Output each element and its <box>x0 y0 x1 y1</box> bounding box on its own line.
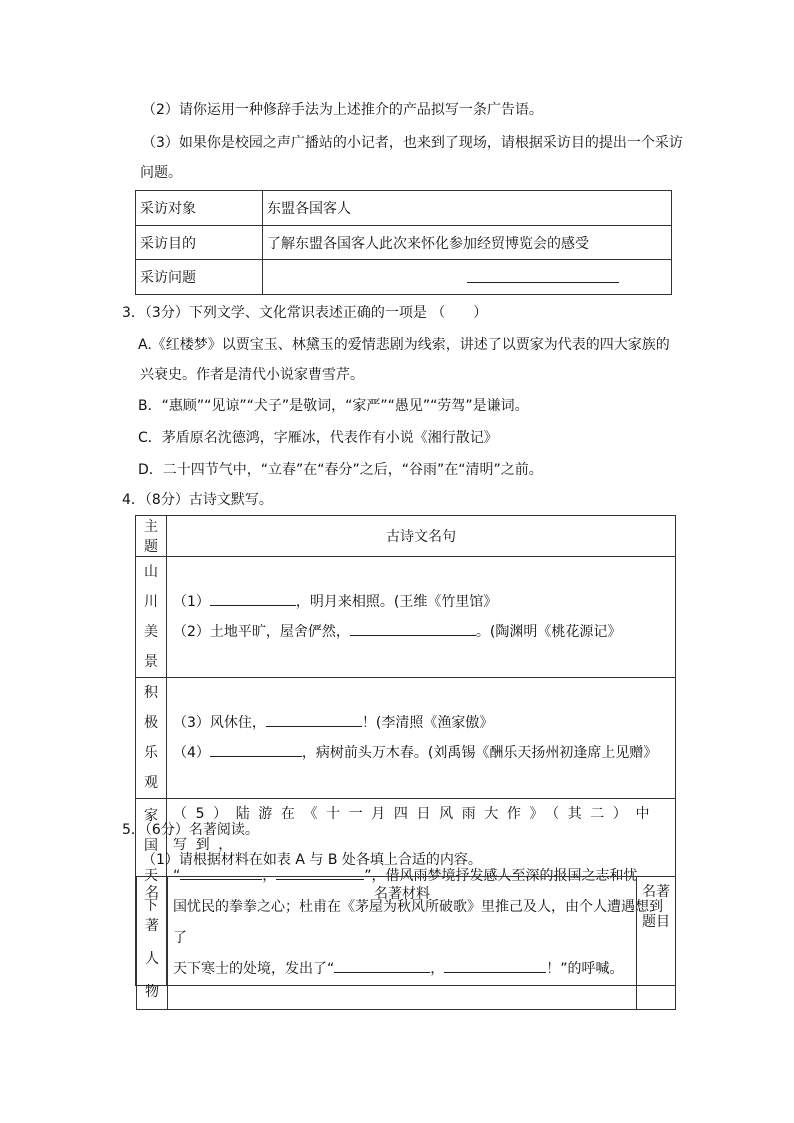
q2-part2: （2）请你运用一种修辞手法为上述推介的产品拟写一条广告语。 <box>142 102 543 118</box>
q4-stem: 4．（8分）古诗文默写。 <box>122 492 273 508</box>
classics-col-title: 名著 题目 <box>637 877 676 1010</box>
theme-optimism: 积极 乐观 <box>136 678 167 799</box>
classics-col-character: 名 著 人 物 <box>137 877 168 1010</box>
interview-label-question: 采访问题 <box>136 260 263 295</box>
q3-option-b: B．“惠顾”“见谅”“犬子”是敬词，“家严”“愚见”“劳驾”是谦词。 <box>138 398 529 414</box>
theme-patriotism: 家国 天下 <box>136 799 167 986</box>
interview-answer-blank[interactable] <box>467 268 619 283</box>
q3-option-a-line1: A.《红楼梦》以贾宝玉、林黛玉的爱情悲剧为线索，讲述了以贾家为代表的四大家族的 <box>138 337 670 353</box>
interview-value-purpose: 了解东盟各国客人此次来怀化参加经贸博览会的感受 <box>263 226 672 260</box>
poetry-header-theme: 主题 <box>136 516 167 557</box>
q3-option-a-line2: 兴衰史。作者是清代小说家曹雪芹。 <box>140 367 364 383</box>
interview-label-purpose: 采访目的 <box>136 226 263 260</box>
poetry-header-lines: 古诗文名句 <box>167 516 676 557</box>
q2-part3-line2: 问题。 <box>140 165 182 181</box>
q2-part3-line1: （3）如果你是校园之声广播站的小记者，也来到了现场，请根据采访目的提出一个采访 <box>142 135 683 151</box>
q3-stem: 3．（3分）下列文学、文化常识表述正确的一项是 （ ） <box>122 305 488 321</box>
q5-part1: （1）请根据材料在如表 A 与 B 处各填上合适的内容。 <box>142 852 482 868</box>
blank-1[interactable] <box>210 591 296 606</box>
q5-stem: 5．（6分）名著阅读。 <box>122 822 259 838</box>
interview-table <box>135 190 672 295</box>
classics-col-material: 名著材料 <box>168 877 637 1010</box>
poetry-lines-landscape: （1） ，明月来相照。(王维《竹里馆》 （2）土地平旷，屋舍俨然， 。(陶渊明《桃花源记》 <box>167 557 676 678</box>
q3-option-d: D．二十四节气中，“立春”在“春分”之后，“谷雨”在“清明”之前。 <box>138 462 543 478</box>
blank-2[interactable] <box>350 621 476 636</box>
interview-label-target: 采访对象 <box>136 191 263 226</box>
blank-4[interactable] <box>210 742 302 757</box>
poetry-lines-patriotism: （5）陆游在《十一月四日风雨大作》（其二）中写到， “ ， ”，借风雨梦境抒发感人至深的报国之志和忧 国忧民的拳拳之心；杜甫在《茅屋为秋风所破歌》里推己及人，由个人遭遇想到了 天下寒士的处境，发出了“ ， ！”的呼喊。 <box>167 799 676 986</box>
q3-option-c: C．茅盾原名沈德鸿，字雁冰，代表作有小说《湘行散记》 <box>138 430 498 446</box>
interview-answer-cell <box>263 260 672 295</box>
blank-3[interactable] <box>266 712 362 727</box>
interview-value-target: 东盟各国客人 <box>263 191 672 226</box>
theme-landscape: 山川 美景 <box>136 557 167 678</box>
poetry-lines-optimism: （3）风休住， ！(李清照《渔家傲》 （4） ，病树前头万木春。(刘禹锡《酬乐天扬州初逢席上见赠》 <box>167 678 676 799</box>
classics-table <box>136 876 676 1010</box>
